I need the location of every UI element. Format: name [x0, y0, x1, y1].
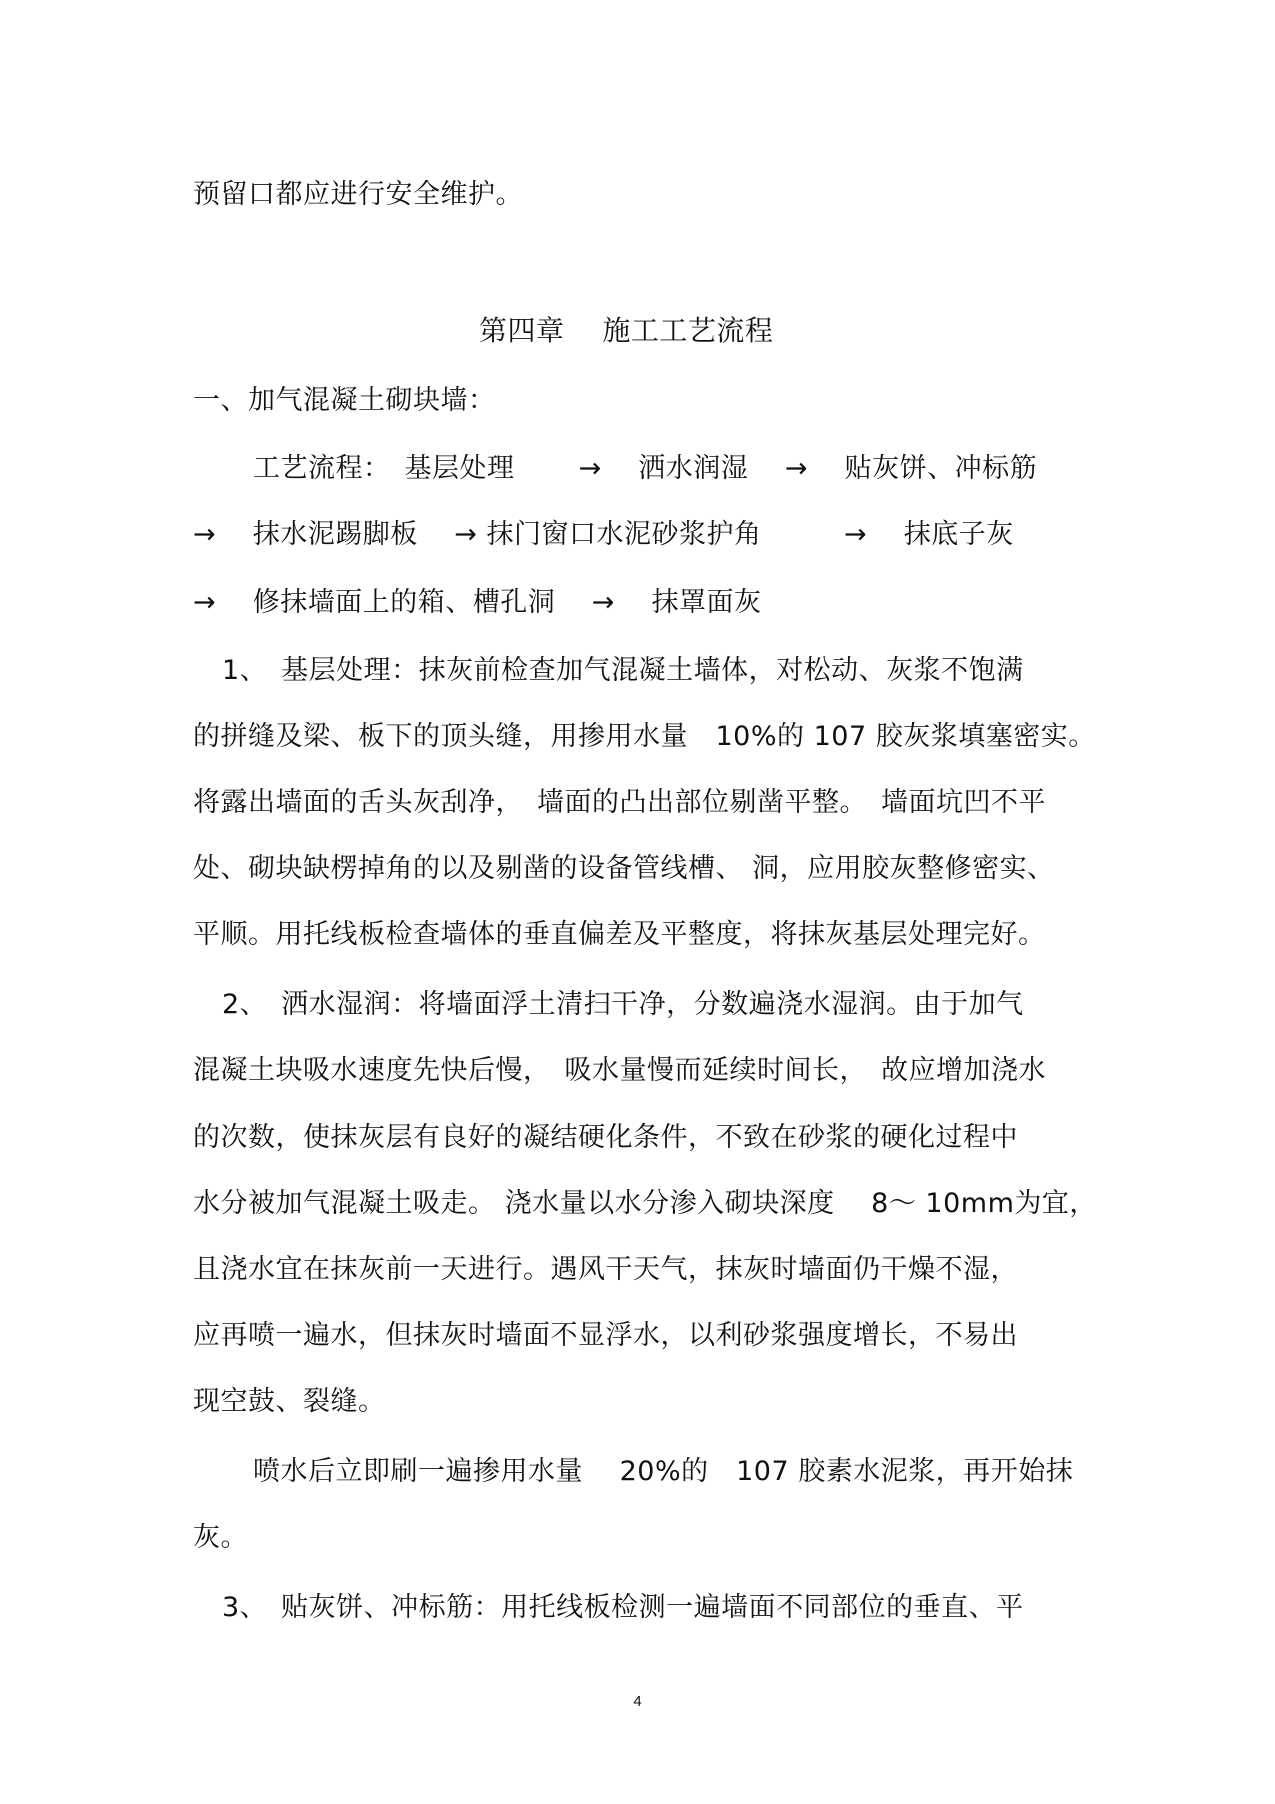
paragraph-line: 应再喷一遍水，但抹灰时墙面不显浮水，以利砂浆强度增长，不易出 — [193, 1320, 1018, 1351]
process-flow-line: 工艺流程： 基层处理 → 洒水润湿 → 贴灰饼、冲标筋 — [253, 453, 1038, 484]
paragraph-line: 灰。 — [193, 1522, 248, 1553]
paragraph-line: 混凝土块吸水速度先快后慢， 吸水量慢而延续时间长， 故应增加浇水 — [193, 1055, 1046, 1086]
paragraph-line: 将露出墙面的舌头灰刮净， 墙面的凸出部位剔凿平整。 墙面坑凹不平 — [193, 787, 1046, 818]
paragraph-line: 的次数，使抹灰层有良好的凝结硬化条件，不致在砂浆的硬化过程中 — [193, 1122, 1018, 1153]
chapter-title: 第四章 施工工艺流程 — [479, 314, 774, 347]
paragraph-line: 的拼缝及梁、板下的顶头缝，用掺用水量 10%的 107 胶灰浆填塞密实。 — [193, 721, 1096, 752]
paragraph-line: 水分被加气混凝土吸走。 浇水量以水分渗入砌块深度 8～ 10mm为宜， — [193, 1188, 1097, 1219]
paragraph-line: 1、 基层处理：抹灰前检查加气混凝土墙体，对松动、灰浆不饱满 — [222, 655, 1024, 686]
paragraph-line: 3、 贴灰饼、冲标筋：用托线板检测一遍墙面不同部位的垂直、平 — [222, 1592, 1024, 1623]
process-flow-line: → 抹水泥踢脚板 → 抹门窗口水泥砂浆护角 → 抹底子灰 — [193, 519, 1014, 550]
paragraph-line: 且浇水宜在抹灰前一天进行。遇风干天气，抹灰时墙面仍干燥不湿， — [193, 1254, 1018, 1285]
process-flow-line: → 修抹墙面上的箱、槽孔洞 → 抹罩面灰 — [193, 587, 762, 618]
paragraph-line: 2、 洒水湿润：将墙面浮土清扫干净，分数遍浇水湿润。由于加气 — [222, 989, 1024, 1020]
paragraph-line: 喷水后立即刷一遍掺用水量 20%的 107 胶素水泥浆，再开始抹 — [253, 1456, 1074, 1487]
section-heading: 一、加气混凝土砌块墙： — [193, 385, 496, 416]
paragraph-line: 处、砌块缺楞掉角的以及剔凿的设备管线槽、 洞，应用胶灰整修密实、 — [193, 853, 1055, 884]
paragraph-line: 现空鼓、裂缝。 — [193, 1386, 386, 1417]
page-number: 4 — [633, 1693, 642, 1710]
text-line: 预留口都应进行安全维护。 — [193, 179, 523, 210]
paragraph-line: 平顺。用托线板检查墙体的垂直偏差及平整度，将抹灰基层处理完好。 — [193, 919, 1046, 950]
